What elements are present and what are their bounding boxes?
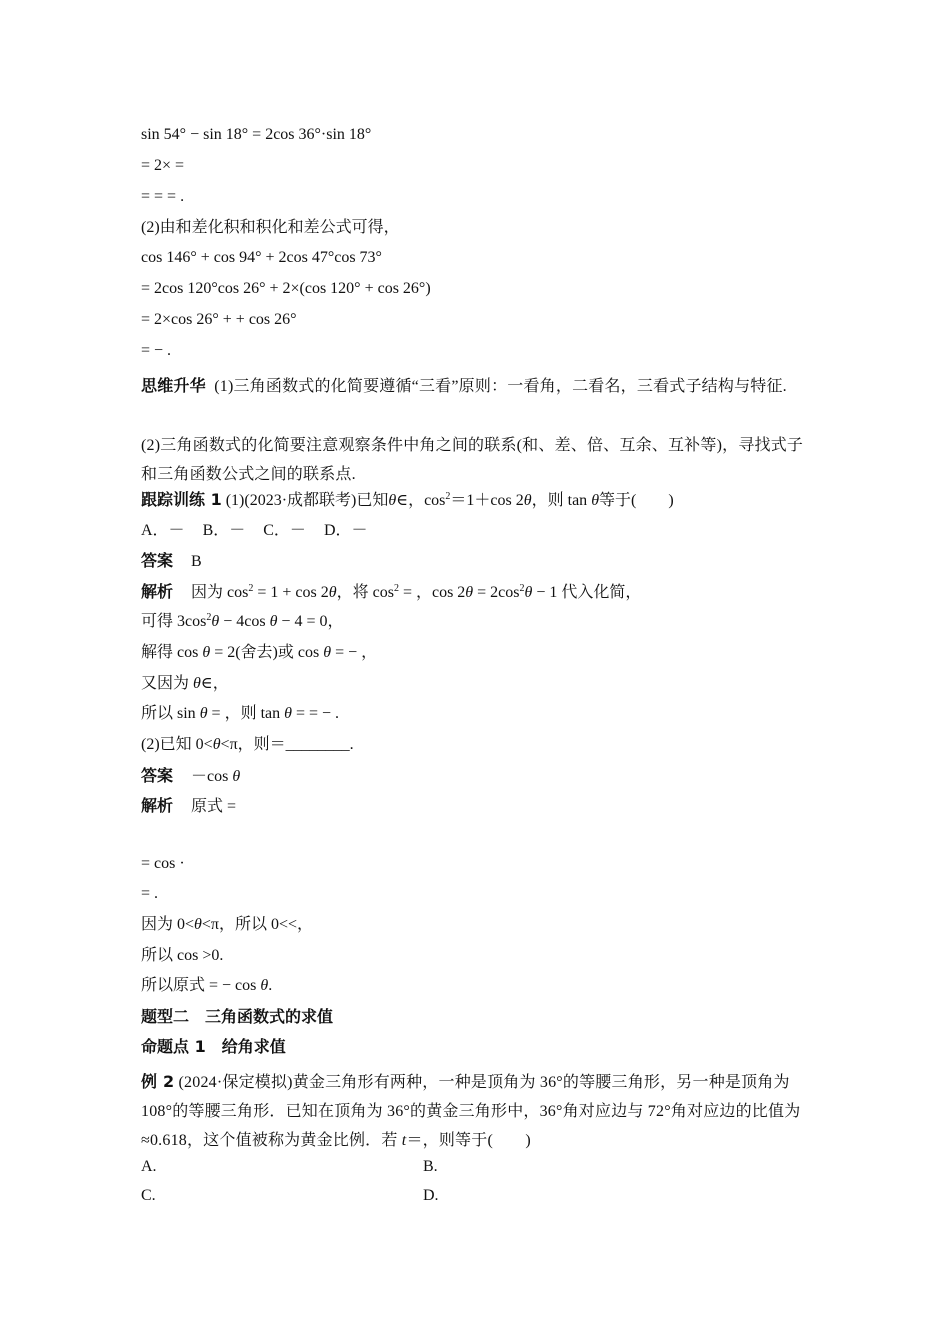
option-c: C．－: [263, 522, 306, 539]
analysis-line: 解析 因为 $\cos^2 = 1 + \cos 2\theta$，将 $\cos^2$ = ，$\cos 2\theta = 2\cos^2\theta - 1$ 代入化简，: [141, 582, 642, 601]
analysis-line: 所以原式 = − cos θ.: [141, 977, 273, 994]
analysis-line: 又因为 θ∈，: [141, 675, 229, 692]
option-a: A.: [141, 1158, 157, 1175]
example-2-question: 例 2 (2024·保定模拟)黄金三角形有两种，一种是顶角为 36°的等腰三角形，另一种是顶角为 108°的等腰三角形．已知在顶角为 36°的黄金三角形中，36°角对应边与 72°角对应边的比值为≈0.618，这个值被称为黄金比例．若 t＝，则等于( ): [141, 1072, 801, 1149]
option-d: D.: [423, 1187, 439, 1204]
section-heading: 题型二 三角函数式的求值: [141, 1007, 334, 1026]
practice-1-options: [141, 521, 368, 541]
practice-label: 跟踪训练 1: [141, 490, 222, 509]
analysis-line: 所以 cos >0.: [141, 947, 224, 964]
analysis-label: 解析: [141, 582, 174, 601]
section-subheading: 命题点 1 给角求值: [141, 1037, 286, 1056]
practice-1-question: 跟踪训练 1 (1)(2023·成都联考)已知θ∈，$\cos^2=1+\cos$ 2θ，则 tan θ等于( ): [141, 490, 674, 509]
equation-line: = .: [141, 885, 159, 902]
analysis-line: 因为 0<θ<π，所以 0<<，: [141, 916, 314, 933]
option-c: C.: [141, 1187, 156, 1204]
summary-paragraph: [141, 371, 811, 401]
option-d: D．－: [323, 522, 368, 539]
equation-line: = = = .: [141, 188, 185, 205]
text-line: (2)由和差化积和积化和差公式可得，: [141, 219, 400, 236]
equation-line: = cos ·: [141, 855, 185, 872]
equation-line: = 2× =: [141, 157, 185, 174]
equation-line: sin 54° − sin 18° = 2cos 36°·sin 18°: [141, 126, 372, 143]
option-b: B．－: [202, 522, 246, 539]
example-label: 例 2: [141, 1072, 175, 1091]
analysis-line: 解析 原式 =: [141, 796, 237, 815]
answer-value: B: [191, 553, 202, 570]
equation-line: = 2×cos 26° + + cos 26°: [141, 311, 297, 328]
summary-text-2: (2)三角函数式的化简要注意观察条件中角之间的联系(和、差、倍、互余、互补等)，寻找式子和三角函数公式之间的联系点.: [141, 437, 804, 483]
practice-1-answer: [141, 551, 202, 572]
analysis-label: 解析: [141, 796, 174, 815]
option-b: B.: [423, 1158, 438, 1175]
option-a: A．－: [141, 522, 185, 539]
answer-label: 答案: [141, 551, 174, 570]
equation-line: cos 146° + cos 94° + 2cos 47°cos 73°: [141, 249, 382, 266]
analysis-line: 解得 cos θ = 2(舍去)或 cos θ = − ，: [141, 644, 378, 661]
summary-text-1: (1)三角函数式的化简要遵循“三看”原则：一看角，二看名，三看式子结构与特征.: [214, 378, 787, 395]
summary-label: 思维升华: [141, 376, 206, 395]
analysis-line: 可得 $3\cos^2\theta - 4\cos$ θ − 4 = 0，: [141, 612, 344, 630]
practice-2-answer: 答案 －cos θ: [141, 766, 241, 785]
equation-line: = − .: [141, 342, 172, 359]
answer-value: －cos: [191, 768, 229, 785]
practice-2-question: (2)已知 0<θ<π，则＝________.: [141, 736, 354, 753]
analysis-line: 所以 sin θ = ，则 tan θ = = − .: [141, 705, 340, 722]
equation-line: = 2cos 120°cos 26° + 2×(cos 120° + cos 26°): [141, 280, 431, 297]
answer-label: 答案: [141, 766, 174, 785]
